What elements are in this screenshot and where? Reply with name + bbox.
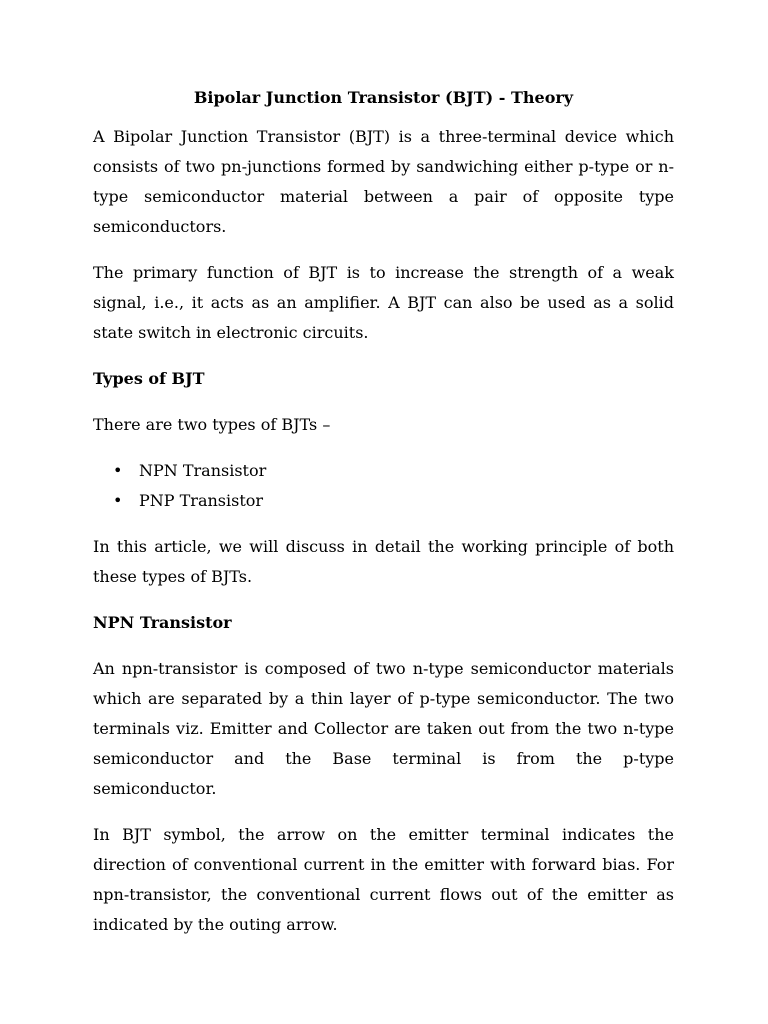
list-item xyxy=(93,456,674,486)
bullet-icon: • xyxy=(113,491,123,510)
npn-heading: NPN Transistor xyxy=(93,613,232,632)
types-heading: Types of BJT xyxy=(93,369,205,388)
function-paragraph: The primary function of BJT is to increase the strength of a weak signal, i.e., it acts as an amplifier. A BJT can also be used as a solid state switch in electronic circuits. xyxy=(93,263,674,342)
bullet-icon: • xyxy=(113,461,123,480)
intro-paragraph: A Bipolar Junction Transistor (BJT) is a three-terminal device which consists of two pn-junctions formed by sandwiching either p-type or n-type semiconductor material between a pair of opposite type semiconductors. xyxy=(93,127,674,236)
list-item-label: PNP Transistor xyxy=(139,491,264,510)
list-item-label: NPN Transistor xyxy=(139,461,267,480)
list-item xyxy=(93,486,674,516)
document-title: Bipolar Junction Transistor (BJT) - Theory xyxy=(193,88,574,107)
discuss-paragraph: In this article, we will discuss in detail the working principle of both these types of BJTs. xyxy=(93,537,674,586)
types-intro: There are two types of BJTs – xyxy=(93,415,331,434)
document-page xyxy=(93,86,674,956)
npn-symbol-paragraph: In BJT symbol, the arrow on the emitter terminal indicates the direction of conventional current in the emitter with forward bias. For npn-transistor, the conventional current flows out of the emitter as indicated by the outing arrow. xyxy=(93,825,674,934)
types-list xyxy=(93,456,674,516)
npn-composition-paragraph: An npn-transistor is composed of two n-type semiconductor materials which are separated by a thin layer of p-type semiconductor. The two terminals viz. Emitter and Collector are taken out from the two n-type semiconductor and the Base terminal is from the p-type semiconductor. xyxy=(93,659,674,798)
